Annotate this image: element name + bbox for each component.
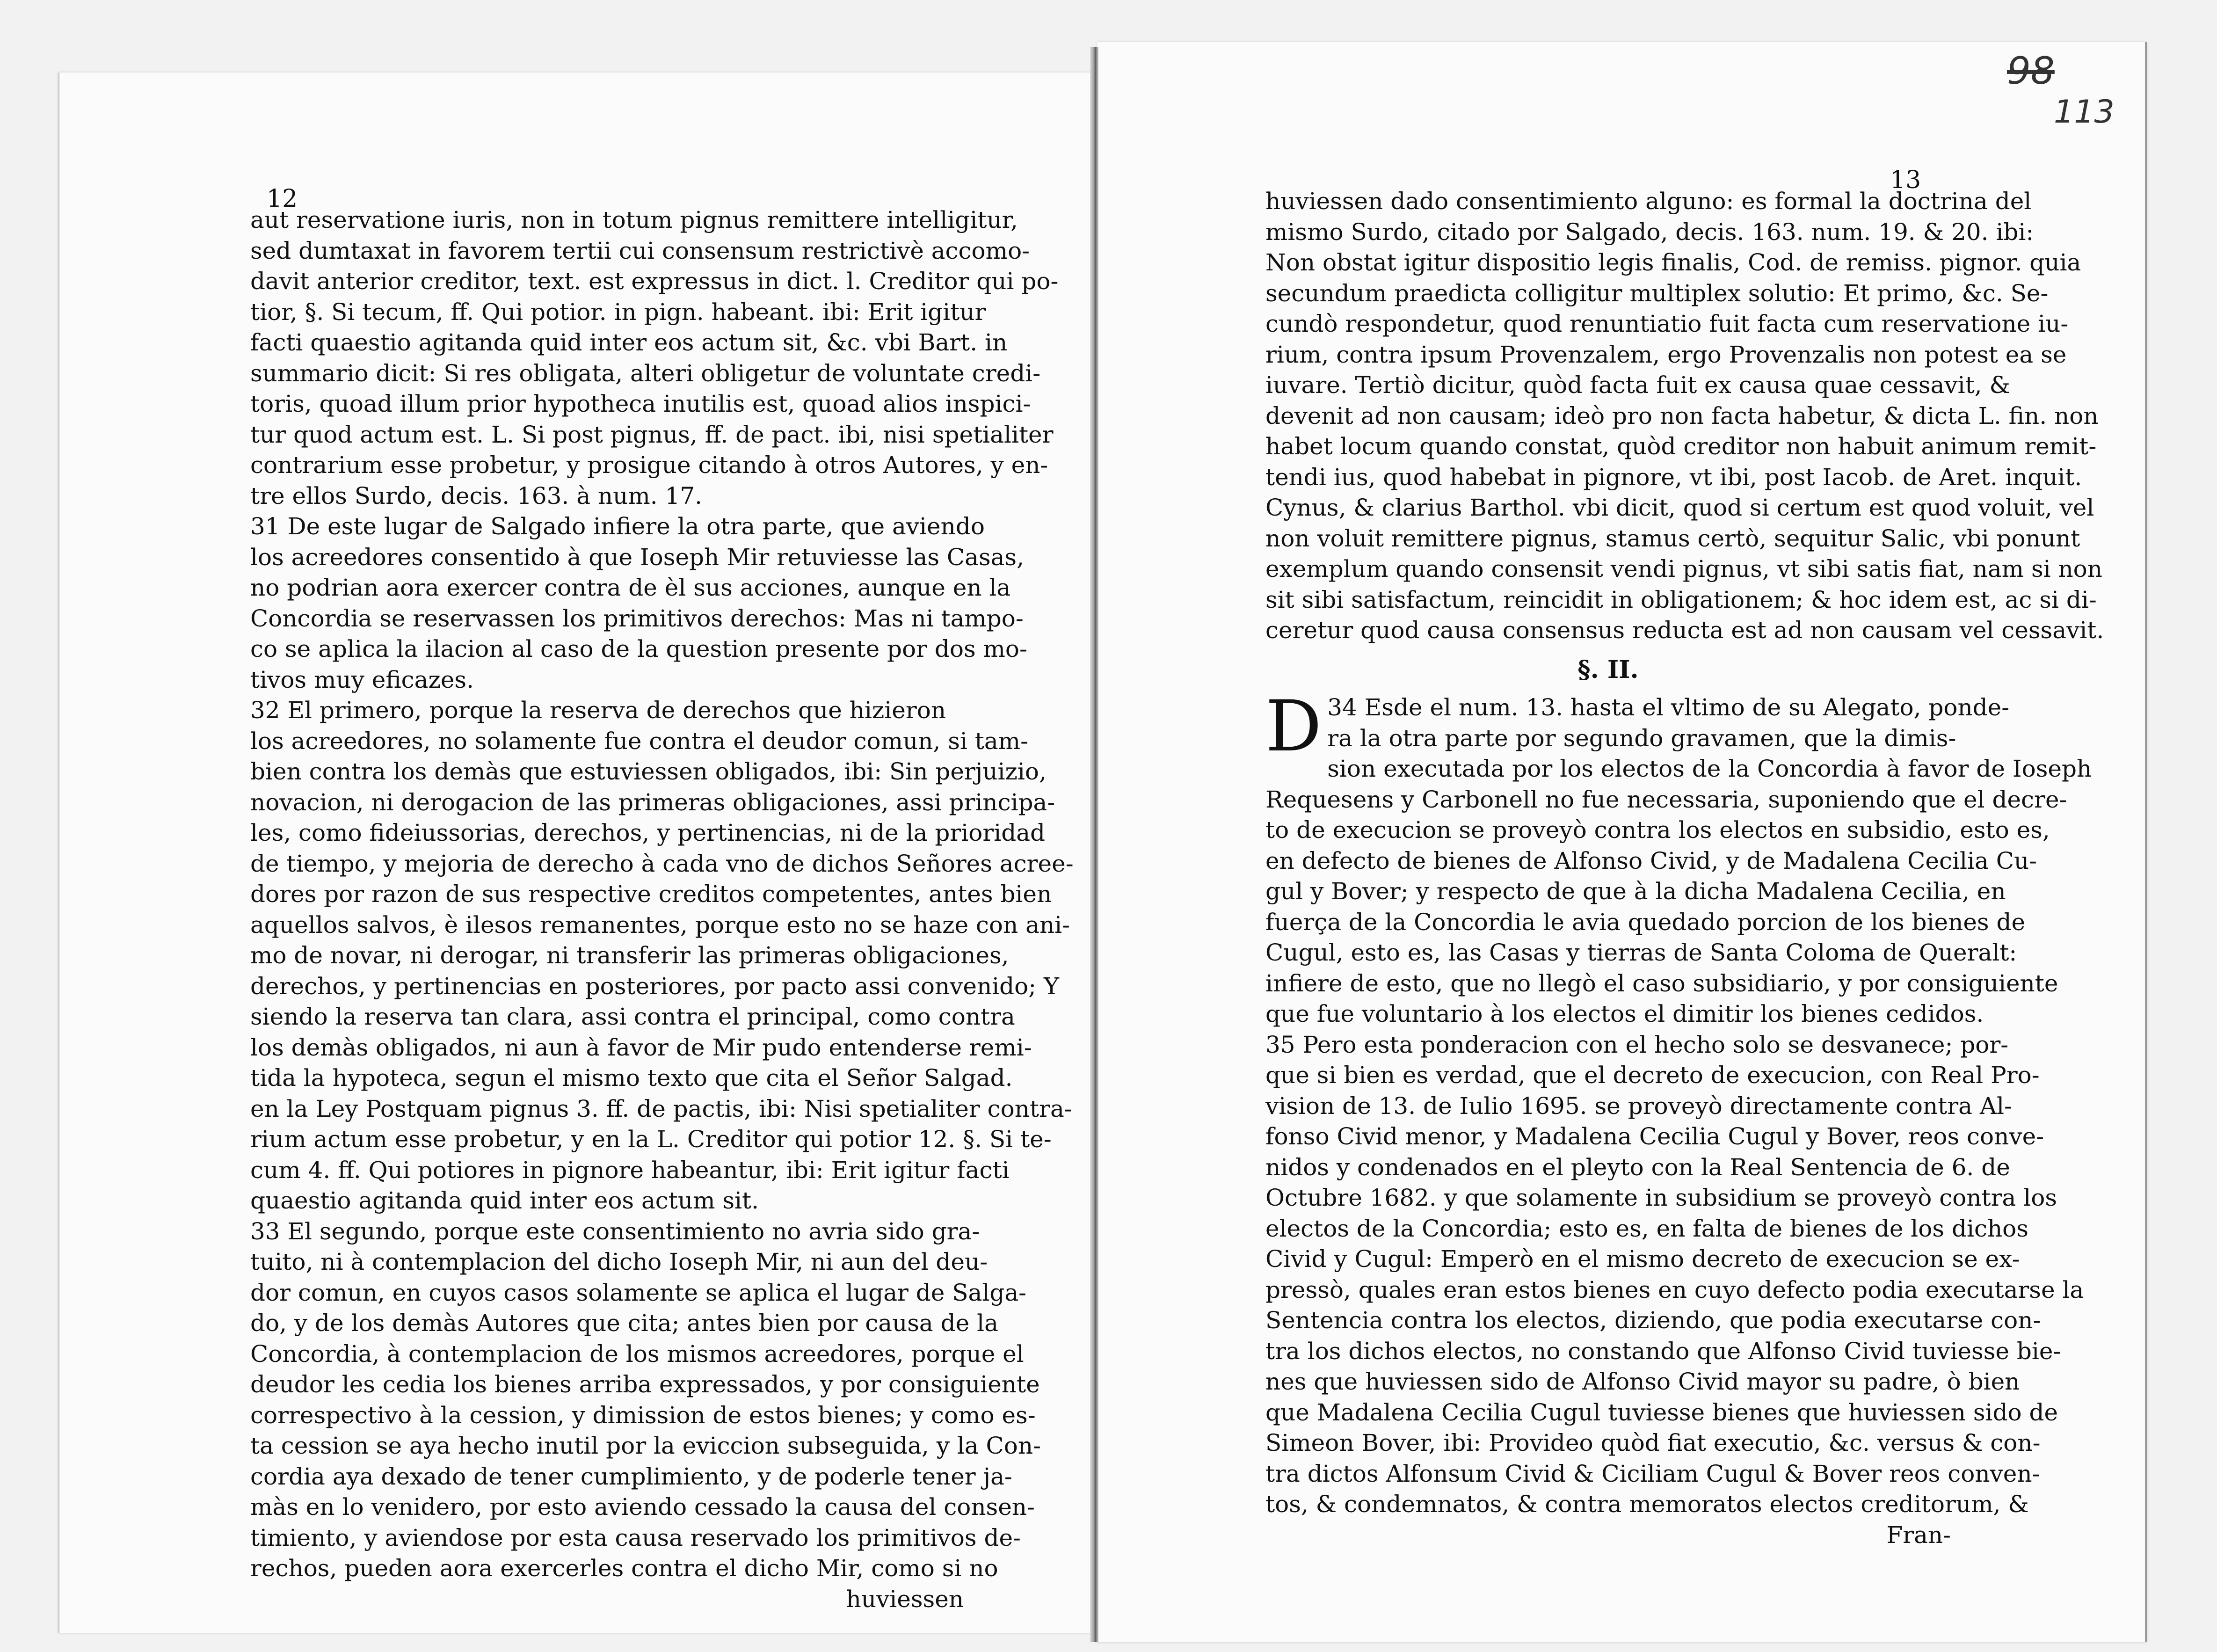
text-line: cum 4. ff. Qui potiores in pignore habeantur, ibi: Erit igitur facti [250, 1156, 1010, 1184]
text-line: rium actum esse probetur, y en la L. Creditor qui potior 12. §. Si te- [250, 1126, 1052, 1153]
text-line: Cugul, esto es, las Casas y tierras de Santa Coloma de Queralt: [1265, 939, 2017, 966]
text-line: do, y de los demàs Autores que cita; antes bien por causa de la [250, 1310, 998, 1337]
text-line: tendi ius, quod habebat in pignore, vt ibi, post Iacob. de Aret. inquit. [1265, 463, 2082, 491]
text-line: los acreedores, no solamente fue contra el deudor comun, si tam- [250, 727, 1028, 755]
paragraph-34-line-1: Esde el num. 13. hasta el vltimo de su Alegato, ponde- [1364, 694, 2010, 721]
text-line: tur quod actum est. L. Si post pignus, ff. de pact. ibi, nisi spetialiter [250, 421, 1054, 448]
text-line: que si bien es verdad, que el decreto de execucion, con Real Pro- [1265, 1062, 2040, 1089]
text-line: mismo Surdo, citado por Salgado, decis. 163. num. 19. & 20. ibi: [1265, 218, 2034, 246]
text-line: tida la hypoteca, segun el mismo texto que cita el Señor Salgad. [250, 1064, 1013, 1092]
text-line: contrarium esse probetur, y prosigue citando à otros Autores, y en- [250, 451, 1048, 479]
text-line: en defecto de bienes de Alfonso Civid, y de Madalena Cecilia Cu- [1265, 847, 2037, 874]
text-line: timiento, y aviendose por esta causa reservado los primitivos de- [250, 1524, 1021, 1551]
text-line: iuvare. Tertiò dicitur, quòd facta fuit ex causa quae cessavit, & [1265, 371, 2010, 399]
text-line: Concordia se reservassen los primitivos derechos: Mas ni tampo- [250, 604, 1024, 632]
text-line: Cynus, & clarius Barthol. vbi dicit, quod si certum est quod voluit, vel [1265, 494, 2094, 521]
text-line: gul y Bover; y respecto de que à la dicha Madalena Cecilia, en [1265, 878, 2006, 905]
text-line: que fue voluntario à los electos el dimitir los bienes cedidos. [1265, 1000, 1984, 1027]
text-line: derechos, y pertinencias en posteriores, por pacto assi convenido; Y [250, 972, 1060, 1000]
text-line: exemplum quando consensit vendi pignus, vt sibi satis fiat, nam si non [1265, 555, 2102, 582]
text-line: davit anterior creditor, text. est expressus in dict. l. Creditor qui po- [250, 268, 1059, 295]
text-line: los acreedores consentido à que Ioseph Mir retuviesse las Casas, [250, 543, 1024, 571]
text-line: Sentencia contra los electos, diziendo, que podia executarse con- [1265, 1307, 2041, 1334]
text-line: tra dictos Alfonsum Civid & Ciciliam Cugul & Bover reos conven- [1265, 1460, 2040, 1487]
text-line: co se aplica la ilacion al caso de la question presente por dos mo- [250, 635, 1027, 662]
text-line: tivos muy eficazes. [250, 666, 474, 693]
right-text-column [1265, 186, 2104, 1550]
text-line: nidos y condenados en el pleyto con la Real Sentencia de 6. de [1265, 1153, 2010, 1181]
text-line: correspectivo à la cession, y dimission de estos bienes; y como es- [250, 1401, 1036, 1429]
text-line: sed dumtaxat in favorem tertii cui consensum restrictivè accomo- [250, 237, 1030, 264]
text-line: Requesens y Carbonell no fue necessaria, suponiendo que el decre- [1265, 786, 2067, 813]
text-line: que Madalena Cecilia Cugul tuviesse bienes que huviessen sido de [1265, 1398, 2058, 1426]
text-line: vision de 13. de Iulio 1695. se proveyò directamente contra Al- [1265, 1092, 2012, 1120]
text-line: 35 Pero esta ponderacion con el hecho solo se desvanece; por- [1265, 1031, 2009, 1058]
text-line: 32 El primero, porque la reserva de derechos que hizieron [250, 697, 946, 724]
text-line: rechos, pueden aora exercerles contra el dicho Mir, como si no [250, 1555, 998, 1582]
text-line: dor comun, en cuyos casos solamente se aplica el lugar de Salga- [250, 1279, 1027, 1306]
right-page-number: 13 [1890, 166, 1921, 194]
handwritten-mark: 98 [2007, 49, 2055, 93]
text-line: infiere de esto, que no llegò el caso subsidiario, y por consiguiente [1265, 969, 2058, 997]
text-line: Simeon Bover, ibi: Provideo quòd fiat executio, &c. versus & con- [1265, 1429, 2041, 1456]
right-lines-b [1265, 754, 2092, 1520]
text-line: non voluit remittere pignus, stamus certò, sequitur Salic, vbi ponunt [1265, 524, 2080, 552]
text-line: quaestio agitanda quid inter eos actum sit. [250, 1187, 759, 1214]
text-line: sion executada por los electos de la Concordia à favor de Ioseph [1327, 755, 2092, 782]
section-title: §. II. [1577, 655, 1639, 684]
text-line: aut reservatione iuris, non in totum pignus remittere intelligitur, [250, 206, 1018, 233]
text-line: 33 El segundo, porque este consentimiento no avria sido gra- [250, 1217, 980, 1245]
text-line: Concordia, à contemplacion de los mismos acreedores, porque el [250, 1340, 1024, 1368]
text-line: tos, & condemnatos, & contra memoratos electos creditorum, & [1265, 1491, 2029, 1518]
text-line: fonso Civid menor, y Madalena Cecilia Cugul y Bover, reos conve- [1265, 1123, 2044, 1150]
text-line: no podrian aora exercer contra de èl sus acciones, aunque en la [250, 574, 1011, 601]
text-line: cundò respondetur, quod renuntiatio fuit facta cum reservatione iu- [1265, 310, 2069, 337]
text-line: habet locum quando constat, quòd creditor non habuit animum remit- [1265, 433, 2097, 460]
text-line: les, como fideiussorias, derechos, y pertinencias, ni de la prioridad [250, 819, 1046, 846]
text-line: rium, contra ipsum Provenzalem, ergo Provenzalis non potest ea se [1265, 341, 2067, 368]
text-line: siendo la reserva tan clara, assi contra el principal, como contra [250, 1003, 1015, 1030]
left-catchword: huviessen [846, 1585, 964, 1613]
book-gutter [1090, 47, 1098, 1642]
paragraph-34-opening [1265, 686, 2010, 767]
text-line: tra los dichos electos, no constando que Alfonso Civid tuviesse bie- [1265, 1337, 2061, 1365]
text-line: nes que huviessen sido de Alfonso Civid mayor su padre, ò bien [1265, 1368, 2020, 1395]
text-line: to de execucion se proveyò contra los electos en subsidio, esto es, [1265, 816, 2050, 844]
text-line: màs en lo venidero, por esto aviendo cessado la causa del consen- [250, 1493, 1035, 1521]
text-line: dores por razon de sus respective creditos competentes, antes bien [250, 881, 1052, 908]
text-line: sit sibi satisfactum, reincidit in obligationem; & hoc idem est, ac si di- [1265, 586, 2097, 613]
text-line: tuito, ni à contemplacion del dicho Ioseph Mir, ni aun del deu- [250, 1248, 988, 1275]
right-lines-a [1265, 186, 2104, 646]
text-line: deudor les cedia los bienes arriba expressados, y por consiguiente [250, 1371, 1040, 1398]
paragraph-number: 34 [1327, 694, 1357, 721]
left-text-column [250, 187, 1074, 1615]
text-line: Civid y Cugul: Emperò en el mismo decreto de execucion se ex- [1265, 1245, 2020, 1273]
text-line: fuerça de la Concordia le avia quedado porcion de los bienes de [1265, 908, 2026, 936]
text-line: de tiempo, y mejoria de derecho à cada vno de dichos Señores acree- [250, 850, 1074, 877]
text-line: cordia aya dexado de tener cumplimiento, y de poderle tener ja- [250, 1463, 1012, 1490]
text-line: summario dicit: Si res obligata, alteri obligetur de voluntate credi- [250, 359, 1041, 387]
text-line: los demàs obligados, ni aun à favor de Mir pudo entenderse remi- [250, 1033, 1032, 1061]
text-line: facti quaestio agitanda quid inter eos actum sit, &c. vbi Bart. in [250, 329, 1008, 356]
text-line: mo de novar, ni derogar, ni transferir las primeras obligaciones, [250, 942, 1009, 969]
right-catchword: Fran- [1886, 1521, 1951, 1549]
text-line: en la Ley Postquam pignus 3. ff. de pactis, ibi: Nisi spetialiter contra- [250, 1095, 1072, 1122]
left-lines [250, 205, 1074, 1584]
text-line: huviessen dado consentimiento alguno: es formal la doctrina del [1265, 188, 2032, 215]
text-line: tre ellos Surdo, decis. 163. à num. 17. [250, 482, 703, 509]
text-line: pressò, quales eran estos bienes en cuyo defecto podia executarse la [1265, 1276, 2084, 1303]
drop-cap: D [1265, 686, 1322, 767]
text-line: devenit ad non causam; ideò pro non facta habetur, & dicta L. fin. non [1265, 402, 2099, 429]
text-line: tior, §. Si tecum, ff. Qui potior. in pign. habeant. ibi: Erit igitur [250, 298, 986, 326]
text-line: 31 De este lugar de Salgado infiere la otra parte, que aviendo [250, 513, 985, 540]
handwritten-folio-number: 113 [2054, 94, 2115, 131]
text-line: electos de la Concordia; esto es, en falta de bienes de los dichos [1265, 1215, 2028, 1242]
text-line: ceretur quod causa consensus reducta est ad non causam vel cessavit. [1265, 617, 2104, 644]
text-line: Non obstat igitur dispositio legis finalis, Cod. de remiss. pignor. quia [1265, 249, 2081, 276]
text-line: secundum praedicta colligitur multiplex solutio: Et primo, &c. Se- [1265, 279, 2049, 307]
text-line: toris, quoad illum prior hypotheca inutilis est, quoad alios inspici- [250, 390, 1031, 417]
left-page-number: 12 [267, 185, 298, 213]
text-line: novacion, ni derogacion de las primeras obligaciones, assi principa- [250, 788, 1055, 816]
text-line: aquellos salvos, è ilesos remanentes, porque esto no se haze con ani- [250, 911, 1070, 939]
text-line: Octubre 1682. y que solamente in subsidium se proveyò contra los [1265, 1184, 2057, 1211]
text-line: bien contra los demàs que estuviessen obligados, ibi: Sin perjuizio, [250, 758, 1047, 785]
text-line: ta cession se aya hecho inutil por la eviccion subseguida, y la Con- [250, 1432, 1041, 1459]
paragraph-34-line-2: ra la otra parte por segundo gravamen, que la dimis- [1327, 724, 1956, 752]
